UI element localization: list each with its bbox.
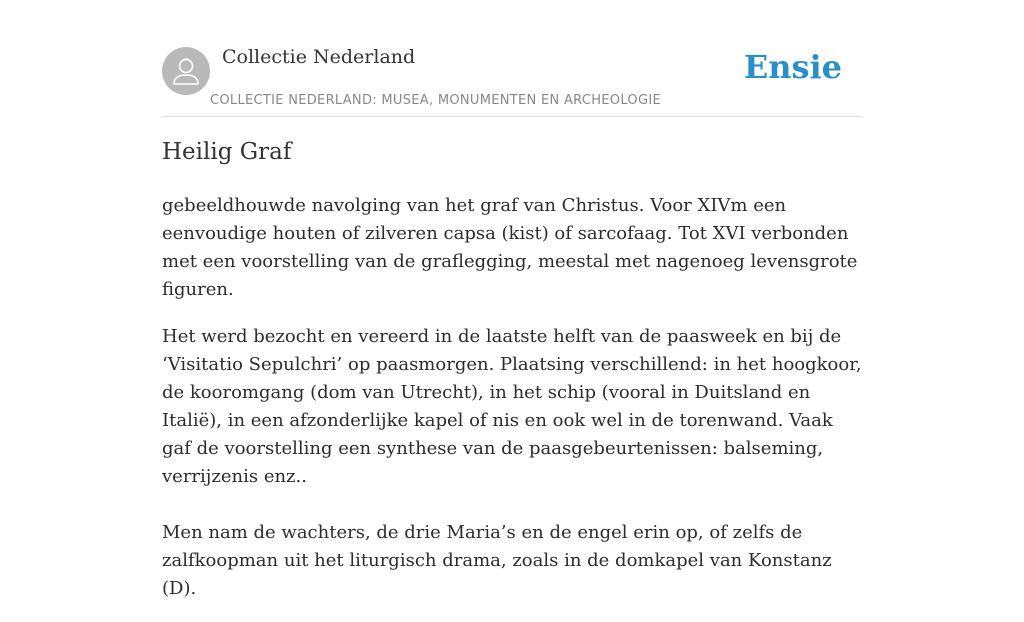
author-name[interactable]: Collectie Nederland: [222, 46, 416, 68]
user-icon: [162, 47, 210, 95]
paragraph: gebeeldhouwde navolging van het graf van Christus. Voor XIVm een eenvoudige houten of zilveren capsa (kist) of sarcofaag. Tot XVI verbonden met een voorstelling van de graflegging, meestal met nagenoeg levensgrote figuren.: [162, 195, 858, 300]
avatar[interactable]: [162, 47, 210, 95]
collection-name[interactable]: COLLECTIE NEDERLAND: MUSEA, MONUMENTEN EN ARCHEOLOGIE: [210, 93, 661, 108]
article-body: [162, 192, 862, 622]
ensie-logo[interactable]: Ensie: [743, 48, 842, 86]
article-header: [162, 44, 862, 117]
page-title: Heilig Graf: [162, 139, 292, 165]
paragraph: Het werd bezocht en vereerd in de laatste helft van de paasweek en bij de ‘Visitatio Sepulchri’ op paasmorgen. Plaatsing verschillend: in het hoogkoor, de kooromgang (dom van Utrecht), in het schip (vooral in Duitsland en Italië), in een afzonderlijke kapel of nis en ook wel in de torenwand. Vaak gaf de voorstelling een synthese van de paasgebeurtenissen: balseming, verrijzenis enz.. Men nam de wachters, de drie Maria’s en de engel erin op, of zelfs de zalfkoopman uit het liturgisch drama, zoals in de domkapel van Konstanz (D).: [162, 326, 862, 599]
